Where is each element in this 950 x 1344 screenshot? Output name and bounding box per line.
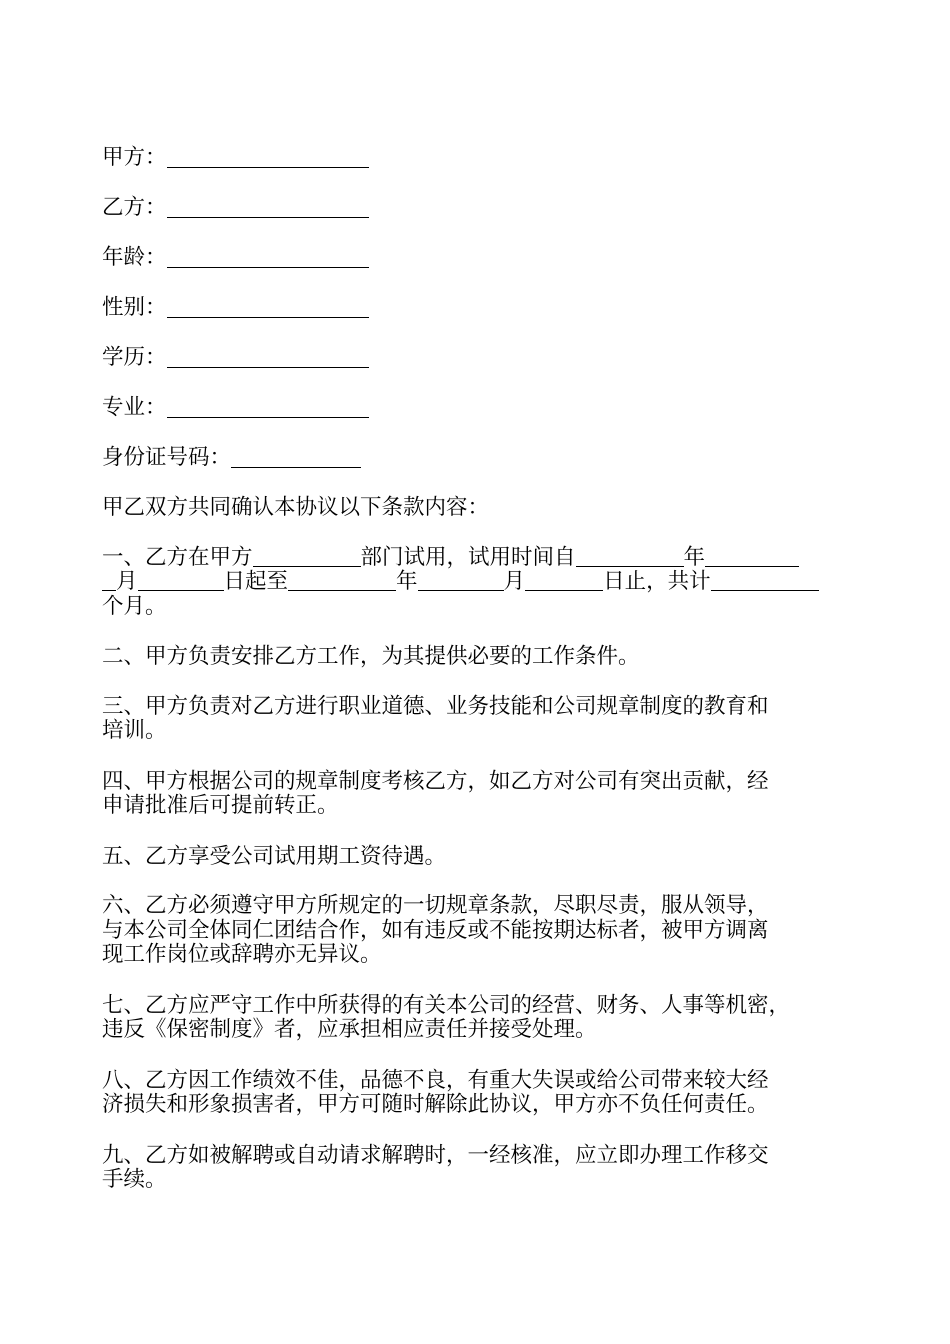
start-month-blank-a[interactable] xyxy=(705,547,799,567)
department-blank[interactable] xyxy=(253,547,361,567)
clause-2 xyxy=(102,645,854,670)
clause-9-line-2: 手续。 xyxy=(102,1167,167,1192)
clause-1-text-5: 日起至 xyxy=(223,569,289,594)
clause-6-line-1: 六、乙方必须遵守甲方所规定的一切规章条款，尽职尽责，服从领导， xyxy=(102,893,769,918)
agreement-document xyxy=(102,146,854,1219)
clause-5-line-1: 五、乙方享受公司试用期工资待遇。 xyxy=(102,843,447,869)
start-month-blank-b[interactable] xyxy=(102,571,116,591)
clause-1-line-1 xyxy=(102,546,854,571)
clause-8 xyxy=(102,1069,854,1118)
clause-8-line-2: 济损失和形象损害者，甲方可随时解除此协议，甲方亦不负任何责任。 xyxy=(102,1092,769,1117)
education-field xyxy=(102,346,854,370)
id-number-field xyxy=(102,446,854,470)
end-month-blank[interactable] xyxy=(418,571,504,591)
clause-4-line-2: 申请批准后可提前转正。 xyxy=(102,793,339,818)
end-day-blank[interactable] xyxy=(525,571,603,591)
clause-7 xyxy=(102,994,854,1043)
id-number-blank[interactable] xyxy=(231,447,361,468)
id-number-label: 身份证号码： xyxy=(102,445,232,470)
clause-6-line-3: 现工作岗位或辞聘亦无异议。 xyxy=(102,942,382,967)
clause-2-line-1: 二、甲方负责安排乙方工作，为其提供必要的工作条件。 xyxy=(102,644,640,669)
party-b-blank[interactable] xyxy=(167,197,369,218)
major-blank[interactable] xyxy=(167,397,369,418)
major-field xyxy=(102,396,854,420)
clause-1-text-8: 日止，共计 xyxy=(603,569,711,594)
gender-blank[interactable] xyxy=(167,297,369,318)
clause-1-line-2 xyxy=(102,570,854,595)
clause-1 xyxy=(102,546,854,620)
clause-1-text-1: 一、乙方在甲方 xyxy=(102,544,253,570)
education-blank[interactable] xyxy=(167,347,369,368)
clause-1-text-7: 月 xyxy=(503,569,526,594)
clause-1-text-2: 部门试用，试用时间自 xyxy=(360,544,576,570)
start-year-blank[interactable] xyxy=(576,547,684,567)
clause-8-line-1: 八、乙方因工作绩效不佳，品德不良，有重大失误或给公司带来较大经 xyxy=(102,1067,769,1093)
clause-4-line-1: 四、甲方根据公司的规章制度考核乙方，如乙方对公司有突出贡献，经 xyxy=(102,768,769,794)
gender-field xyxy=(102,296,854,320)
clause-1-text-4: 月 xyxy=(116,569,138,594)
clause-1-text-6: 年 xyxy=(396,569,418,594)
clause-1-line-3: 个月。 xyxy=(102,593,167,619)
end-year-blank[interactable] xyxy=(288,571,396,591)
clause-9 xyxy=(102,1144,854,1193)
clause-9-line-1: 九、乙方如被解聘或自动请求解聘时，一经核准，应立即办理工作移交 xyxy=(102,1142,769,1168)
clause-3-line-1: 三、甲方负责对乙方进行职业道德、业务技能和公司规章制度的教育和 xyxy=(102,693,769,719)
clause-6-line-2: 与本公司全体同仁团结合作，如有违反或不能按期达标者，被甲方调离 xyxy=(102,917,769,943)
clause-3-line-2: 培训。 xyxy=(102,718,167,743)
gender-label: 性别： xyxy=(102,295,167,320)
party-a-field xyxy=(102,146,854,170)
clause-7-line-1: 七、乙方应严守工作中所获得的有关本公司的经营、财务、人事等机密， xyxy=(102,992,791,1018)
age-blank[interactable] xyxy=(167,247,369,268)
clause-7-line-2: 违反《保密制度》者，应承担相应责任并接受处理。 xyxy=(102,1017,597,1042)
party-b-label: 乙方： xyxy=(102,195,167,220)
intro-text: 甲乙双方共同确认本协议以下条款内容： xyxy=(102,495,490,520)
start-day-blank[interactable] xyxy=(138,571,224,591)
party-a-label: 甲方： xyxy=(102,145,167,170)
age-field xyxy=(102,246,854,270)
clause-1-text-3: 年 xyxy=(683,544,706,570)
age-label: 年龄： xyxy=(102,245,167,270)
clause-3 xyxy=(102,695,854,744)
major-label: 专业： xyxy=(102,395,167,420)
party-a-blank[interactable] xyxy=(167,147,369,168)
clause-6 xyxy=(102,894,854,968)
clause-5 xyxy=(102,845,854,870)
clause-4 xyxy=(102,770,854,819)
education-label: 学历： xyxy=(102,345,167,370)
total-months-blank[interactable] xyxy=(711,571,819,591)
party-b-field xyxy=(102,196,854,220)
